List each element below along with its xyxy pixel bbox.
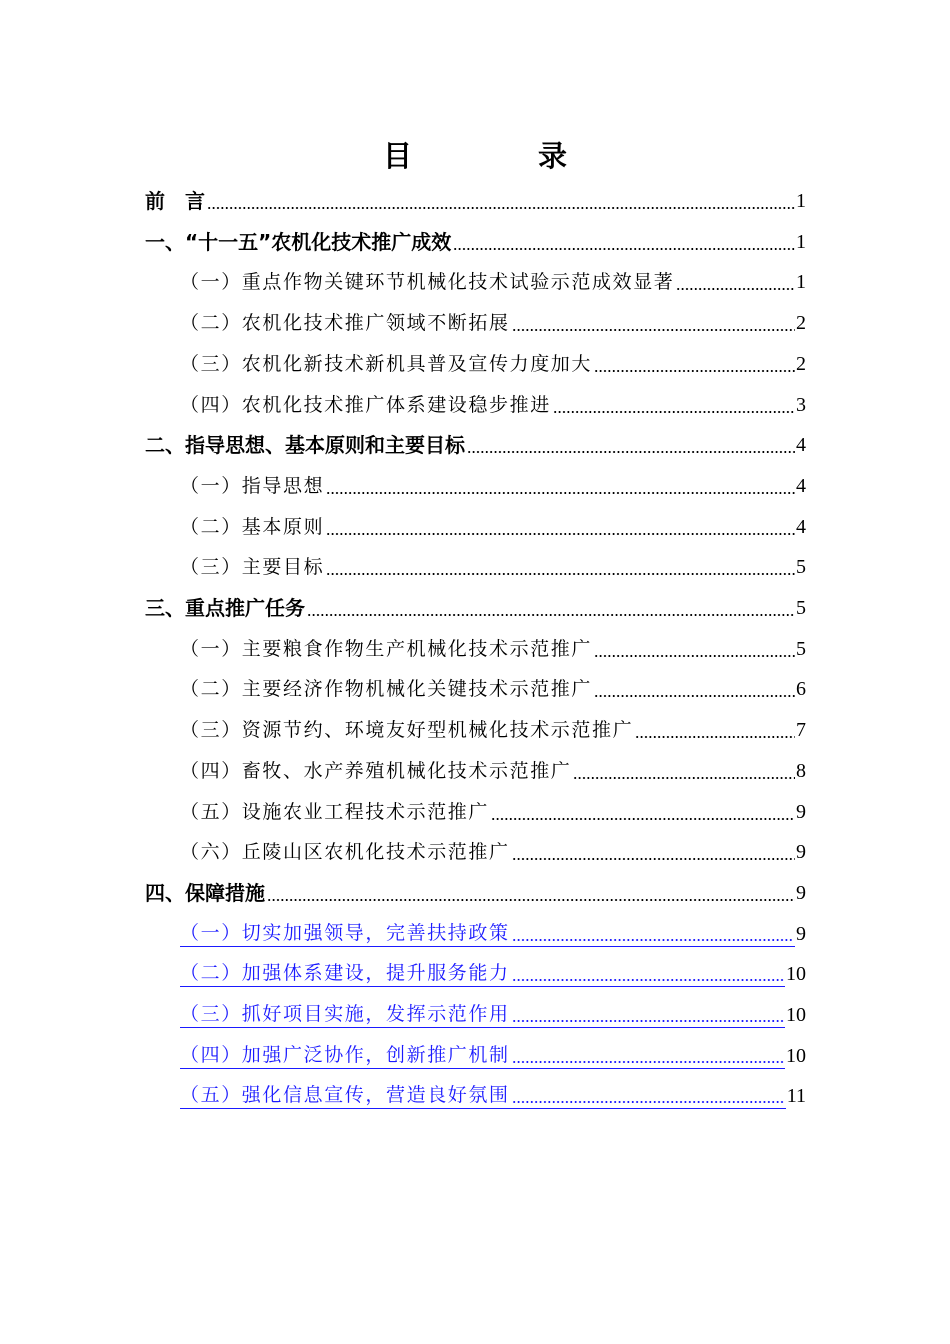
toc-dot-leader (467, 434, 795, 454)
toc-entry[interactable] (180, 959, 806, 987)
toc-entry (145, 593, 806, 621)
toc-dot-leader (553, 394, 795, 414)
toc-page-number: 5 (796, 597, 806, 619)
toc-page-number: 5 (796, 556, 806, 579)
toc-entry (180, 715, 806, 743)
toc-entry[interactable] (180, 1000, 806, 1028)
toc-page-number: 11 (786, 1085, 806, 1108)
toc-page-number: 9 (796, 841, 806, 864)
toc-page-number: 10 (786, 1004, 806, 1026)
toc-dot-leader (326, 556, 795, 576)
toc-entry[interactable] (180, 919, 806, 947)
toc-entry (180, 349, 806, 377)
toc-entry-title: （三）主要目标 (180, 556, 325, 579)
toc-entry-title: 三、重点推广任务 (145, 596, 305, 620)
toc-dot-leader (512, 962, 784, 982)
toc-dot-leader (512, 1084, 785, 1104)
toc-page-number: 10 (786, 1044, 806, 1067)
toc-dot-leader (512, 1044, 784, 1064)
toc-entry-title: （一）指导思想 (180, 474, 325, 497)
toc-entry-title[interactable]: （一）切实加强领导，完善扶持政策 (180, 921, 510, 944)
toc-entry (180, 552, 806, 580)
toc-entry (180, 756, 806, 784)
toc-hyperlink[interactable] (180, 1082, 786, 1109)
toc-entry (180, 390, 806, 418)
page-title: 目 录 (382, 139, 626, 173)
toc-dot-leader (594, 353, 795, 373)
toc-dot-leader (326, 516, 795, 536)
toc-page-number: 5 (796, 637, 806, 660)
toc-entry (145, 186, 806, 214)
toc-dot-leader (307, 597, 795, 617)
toc-page-number: 6 (796, 678, 806, 701)
toc-dot-leader (267, 882, 795, 902)
toc-dot-leader (635, 719, 795, 739)
toc-entry (180, 837, 806, 865)
toc-entry-title: （三）资源节约、环境友好型机械化技术示范推广 (180, 719, 634, 742)
toc-dot-leader (453, 231, 795, 251)
toc-entry (180, 267, 806, 295)
toc-entry (180, 512, 806, 540)
toc-entry[interactable] (180, 1081, 806, 1109)
toc-page-number: 9 (796, 922, 806, 945)
toc-dot-leader (512, 312, 795, 332)
toc-page-number: 4 (796, 434, 806, 457)
toc-page-number: 1 (796, 190, 806, 212)
toc-hyperlink[interactable] (180, 1001, 785, 1028)
toc-dot-leader (326, 475, 795, 495)
toc-hyperlink[interactable] (180, 920, 795, 947)
toc-page-number: 10 (786, 963, 806, 986)
toc-entry (145, 227, 806, 255)
toc-page-number: 3 (796, 393, 806, 416)
toc-page-number: 9 (796, 881, 806, 904)
toc-page-number: 8 (796, 759, 806, 782)
toc-page-number: 1 (796, 230, 806, 253)
toc-entry (180, 471, 806, 499)
toc-hyperlink[interactable] (180, 1042, 785, 1069)
toc-entry-title: （三）农机化新技术新机具普及宣传力度加大 (180, 352, 593, 375)
toc-dot-leader (512, 1003, 784, 1023)
toc-entry-title: （六）丘陵山区农机化技术示范推广 (180, 841, 510, 864)
toc-entry-title[interactable]: （二）加强体系建设，提升服务能力 (180, 962, 510, 985)
toc-entry (180, 308, 806, 336)
toc-page-number: 1 (796, 271, 806, 294)
toc-dot-leader (207, 190, 795, 210)
toc-dot-leader (491, 801, 795, 821)
toc-entry (180, 674, 806, 702)
toc-entry-title: （一）重点作物关键环节机械化技术试验示范成效显著 (180, 271, 675, 294)
toc-entry-title: （四）畜牧、水产养殖机械化技术示范推广 (180, 759, 572, 782)
toc-dot-leader (594, 678, 795, 698)
toc-page-number: 4 (796, 515, 806, 538)
toc-entry (145, 878, 806, 906)
toc-entry-title: （四）农机化技术推广体系建设稳步推进 (180, 393, 551, 416)
toc-entry (180, 634, 806, 662)
toc-entry-title: （一）主要粮食作物生产机械化技术示范推广 (180, 637, 593, 660)
toc-dot-leader (512, 841, 795, 861)
toc-entry-title: 二、指导思想、基本原则和主要目标 (145, 433, 465, 458)
toc-dot-leader (676, 271, 795, 291)
toc-hyperlink[interactable] (180, 960, 785, 987)
toc-entry-title: （二）农机化技术推广领域不断拓展 (180, 312, 510, 335)
toc-dot-leader (594, 638, 795, 658)
toc-entry-title[interactable]: （三）抓好项目实施，发挥示范作用 (180, 1003, 510, 1025)
toc-entry[interactable] (180, 1041, 806, 1069)
toc-entry-title: 四、保障措施 (145, 880, 265, 905)
toc-page-number: 2 (796, 312, 806, 335)
toc-entry-title: （二）主要经济作物机械化关键技术示范推广 (180, 678, 593, 701)
toc-entry-title: （二）基本原则 (180, 515, 325, 538)
toc-entry (180, 797, 806, 825)
toc-dot-leader (512, 922, 794, 942)
toc-entry (145, 430, 806, 458)
toc-page-number: 7 (796, 719, 806, 742)
toc-entry-title: 一、“十一五”农机化技术推广成效 (145, 229, 452, 254)
toc-page-number: 4 (796, 474, 806, 497)
toc-page-number: 9 (796, 800, 806, 823)
toc-entry-title: 前 言 (145, 189, 205, 213)
toc-entry-title[interactable]: （五）强化信息宣传，营造良好氛围 (180, 1084, 510, 1107)
toc-entry-title: （五）设施农业工程技术示范推广 (180, 800, 490, 823)
toc-page-number: 2 (796, 352, 806, 375)
toc-entry-title[interactable]: （四）加强广泛协作，创新推广机制 (180, 1043, 510, 1066)
toc-dot-leader (573, 760, 795, 780)
